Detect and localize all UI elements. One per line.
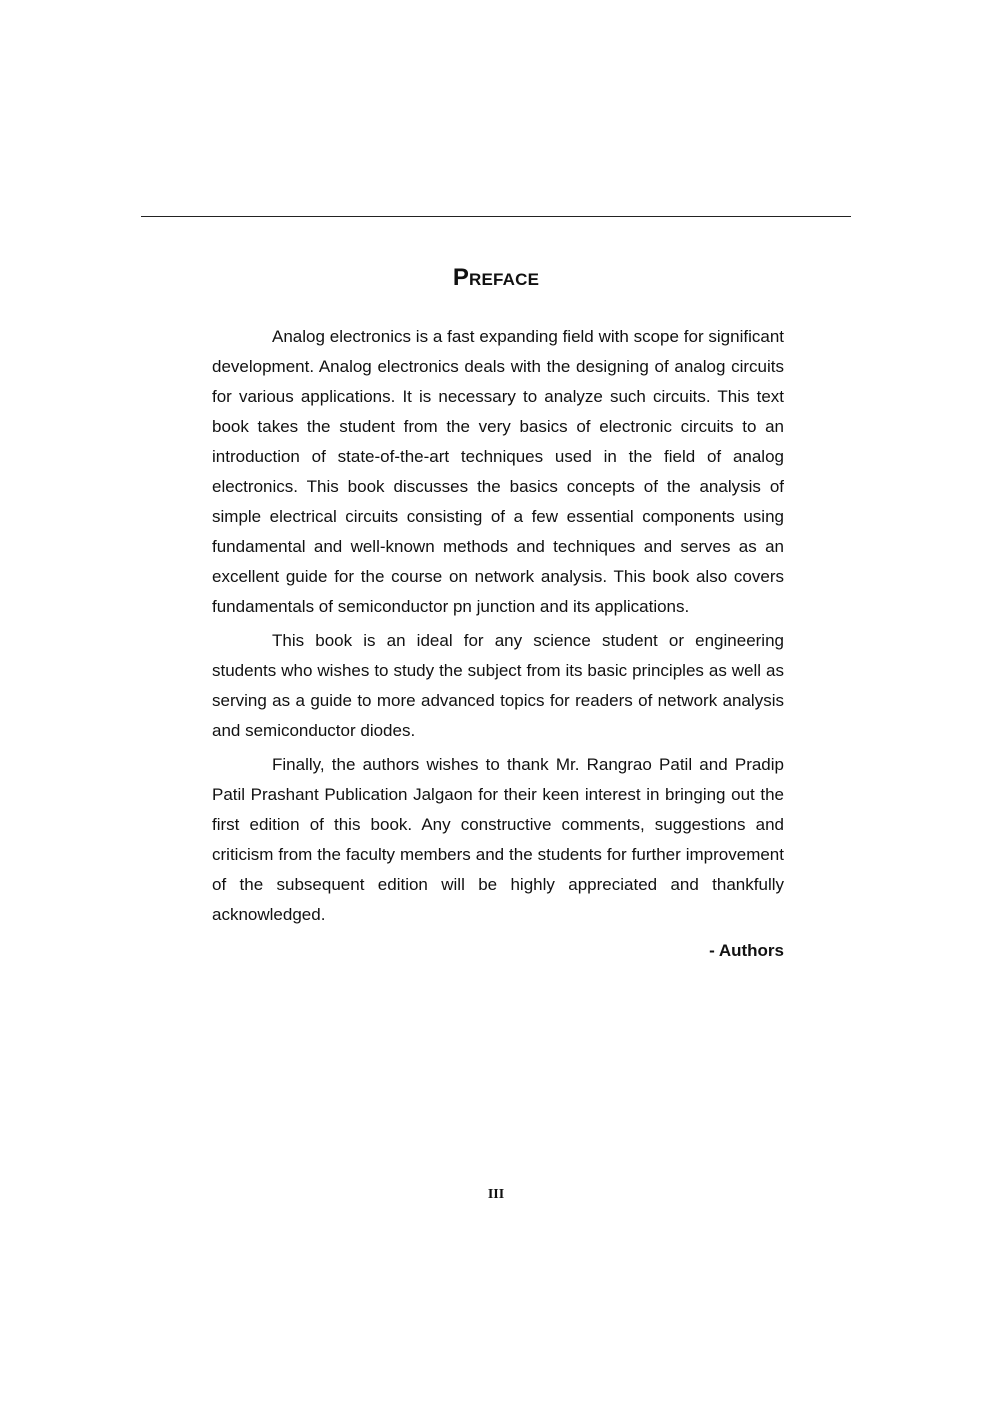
- page-title: Preface: [452, 264, 540, 291]
- header-rule: [141, 216, 851, 217]
- paragraph-1: Analog electronics is a fast expanding field with scope for significant development. Analog electronics deals with the designing of analog circuits for various applications. It is necessary to analyze such circuits. This text book takes the student from the very basics of electronic circuits to an introduction of state-of-the-art techniques used in the field of analog electronics. This book discusses the basics concepts of the analysis of simple electrical circuits consisting of a few essential components using fundamental and well-known methods and techniques and serves as an excellent guide for the course on network analysis. This book also covers fundamentals of semiconductor pn junction and its applications.: [212, 327, 784, 616]
- signature: - Authors: [709, 941, 784, 960]
- preface-body: [212, 322, 784, 966]
- paragraph-2: This book is an ideal for any science student or engineering students who wishes to study the subject from its basic principles as well as serving as a guide to more advanced topics for readers of network analysis and semiconductor diodes.: [212, 631, 784, 740]
- page-number: III: [487, 1187, 505, 1202]
- paragraph-3: Finally, the authors wishes to thank Mr. Rangrao Patil and Pradip Patil Prashant Publication Jalgaon for their keen interest in bringing out the first edition of this book. Any constructive comments, suggestions and criticism from the faculty members and the students for further improvement of the subsequent edition will be highly appreciated and thankfully acknowledged.: [212, 755, 784, 924]
